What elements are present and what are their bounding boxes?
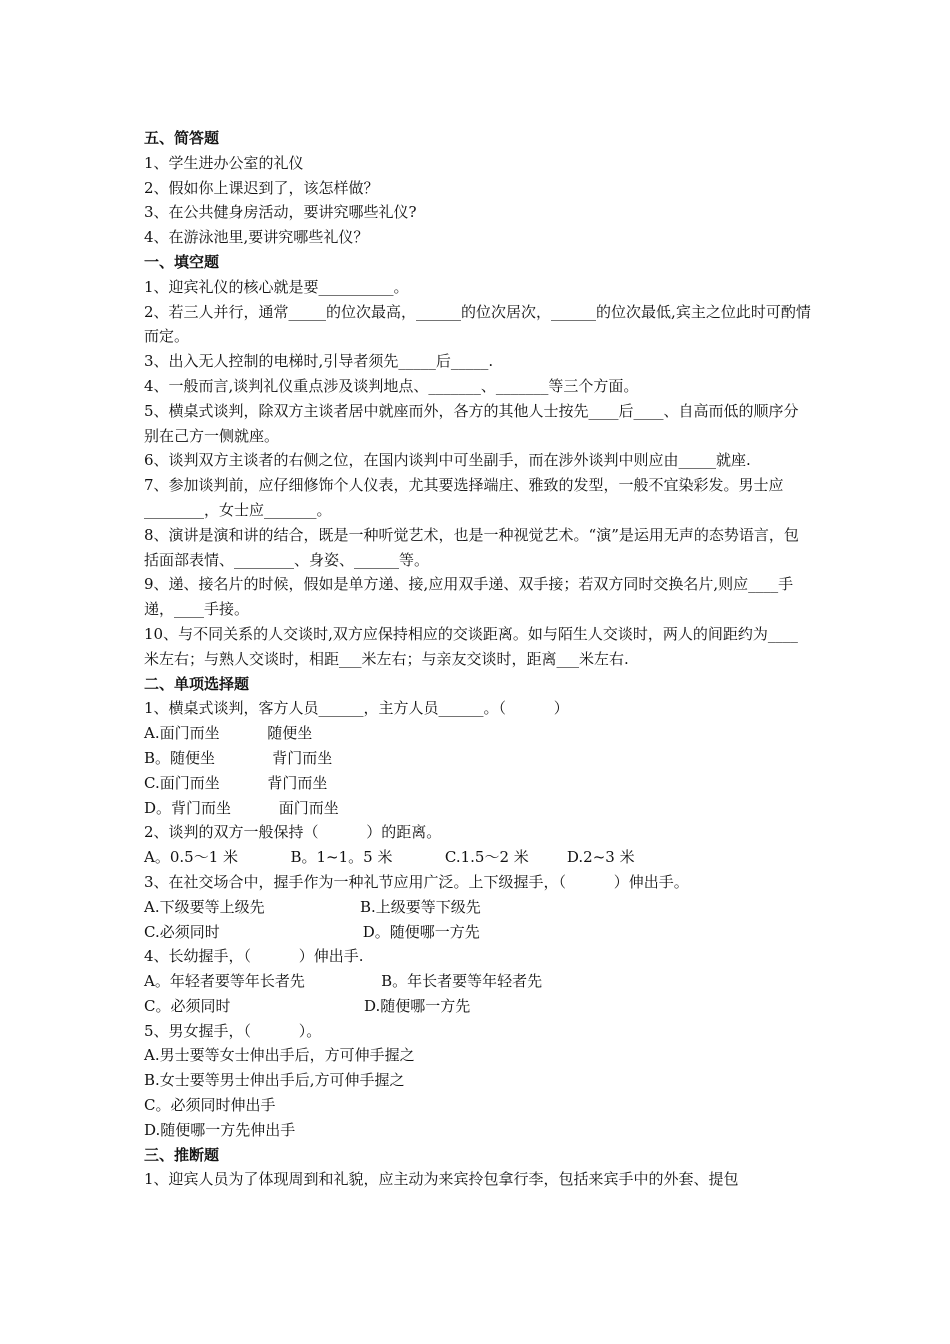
question-text: 2、谈判的双方一般保持（ ）的距离。 — [144, 823, 442, 842]
question-text: 6、谈判双方主谈者的右侧之位，在国内谈判中可坐副手，而在涉外谈判中则应由_____就座. — [144, 451, 751, 470]
option-text: C。必须同时 D.随便哪一方先 — [144, 996, 471, 1015]
question-text: 1、迎宾礼仪的核心就是要__________。 — [144, 277, 409, 296]
question-text: 4、在游泳池里,要讲究哪些礼仪？ — [144, 228, 369, 247]
option-text: A.面门而坐 随便坐 — [144, 724, 313, 743]
question-text: 3、出入无人控制的电梯时,引导者须先_____后_____. — [144, 352, 494, 371]
question-text: 9、递、接名片的时候，假如是单方递、接,应用双手递、双手接；若双方同时交换名片,则应____手递，____手接。 — [144, 575, 794, 619]
option-text: A.下级要等上级先 B.上级要等下级先 — [144, 897, 481, 916]
question-text: 8、演讲是演和讲的结合，既是一种听觉艺术，也是一种视觉艺术。“演”是运用无声的态势语言，包括面部表情、________、身姿、______等。 — [144, 525, 799, 569]
question-text: 2、若三人并行，通常_____的位次最高，______的位次居次，______的位次最低,宾主之位此时可酌情而定。 — [144, 302, 811, 346]
question-text: 5、男女握手，（ ）。 — [144, 1021, 322, 1040]
section-heading-single-choice: 二、单项选择题 — [144, 674, 250, 693]
question-text: 5、横桌式谈判，除双方主谈者居中就座而外，各方的其他人士按先____后____、自高而低的顺序分别在己方一侧就座。 — [144, 401, 799, 445]
question-text: 1、学生进办公室的礼仪 — [144, 153, 304, 172]
question-text: 2、假如你上课迟到了，该怎样做？ — [144, 178, 379, 197]
question-text: 4、一般而言,谈判礼仪重点涉及谈判地点、_______、_______等三个方面。 — [144, 376, 639, 395]
section-heading-true-false: 三、推断题 — [144, 1145, 220, 1164]
option-text: C。必须同时伸出手 — [144, 1096, 276, 1115]
option-text: C.面门而坐 背门而坐 — [144, 773, 328, 792]
option-text: A。年轻者要等年长者先 B。年长者要等年轻者先 — [144, 972, 543, 991]
option-text: D.随便哪一方先伸出手 — [144, 1120, 296, 1139]
question-text: 10、与不同关系的人交谈时,双方应保持相应的交谈距离。如与陌生人交谈时，两人的间距约为____米左右；与熟人交谈时，相距___米左右；与亲友交谈时，距离___米左右. — [144, 624, 798, 668]
question-text: 1、横桌式谈判，客方人员______，主方人员______。（ ） — [144, 699, 569, 718]
section-heading-short-answer: 五、简答题 — [144, 129, 220, 147]
question-text: 3、在公共健身房活动，要讲究哪些礼仪? — [144, 203, 417, 222]
option-text: D。背门而坐 面门而坐 — [144, 798, 339, 817]
document-page — [144, 126, 812, 1192]
question-text: 1、迎宾人员为了体现周到和礼貌，应主动为来宾拎包拿行李，包括来宾手中的外套、提包 — [144, 1170, 739, 1189]
option-text: B。随便坐 背门而坐 — [144, 748, 333, 767]
option-text: A。0.5～1 米 B。1~1。5 米 C.1.5～2 米 D.2~3 米 — [144, 848, 635, 867]
question-text: 3、在社交场合中，握手作为一种礼节应用广泛。上下级握手，（ ）伸出手。 — [144, 872, 689, 891]
option-text: A.男士要等女士伸出手后，方可伸手握之 — [144, 1046, 415, 1065]
section-heading-fill-blank: 一、填空题 — [144, 252, 220, 271]
question-text: 4、长幼握手，（ ）伸出手. — [144, 947, 364, 966]
option-text: B.女士要等男士伸出手后,方可伸手握之 — [144, 1071, 405, 1090]
option-text: C.必须同时 D。随便哪一方先 — [144, 922, 480, 941]
question-text: 7、参加谈判前，应仔细修饰个人仪表，尤其要选择端庄、雅致的发型，一般不宜染彩发。男士应________，女士应_______。 — [144, 476, 784, 519]
